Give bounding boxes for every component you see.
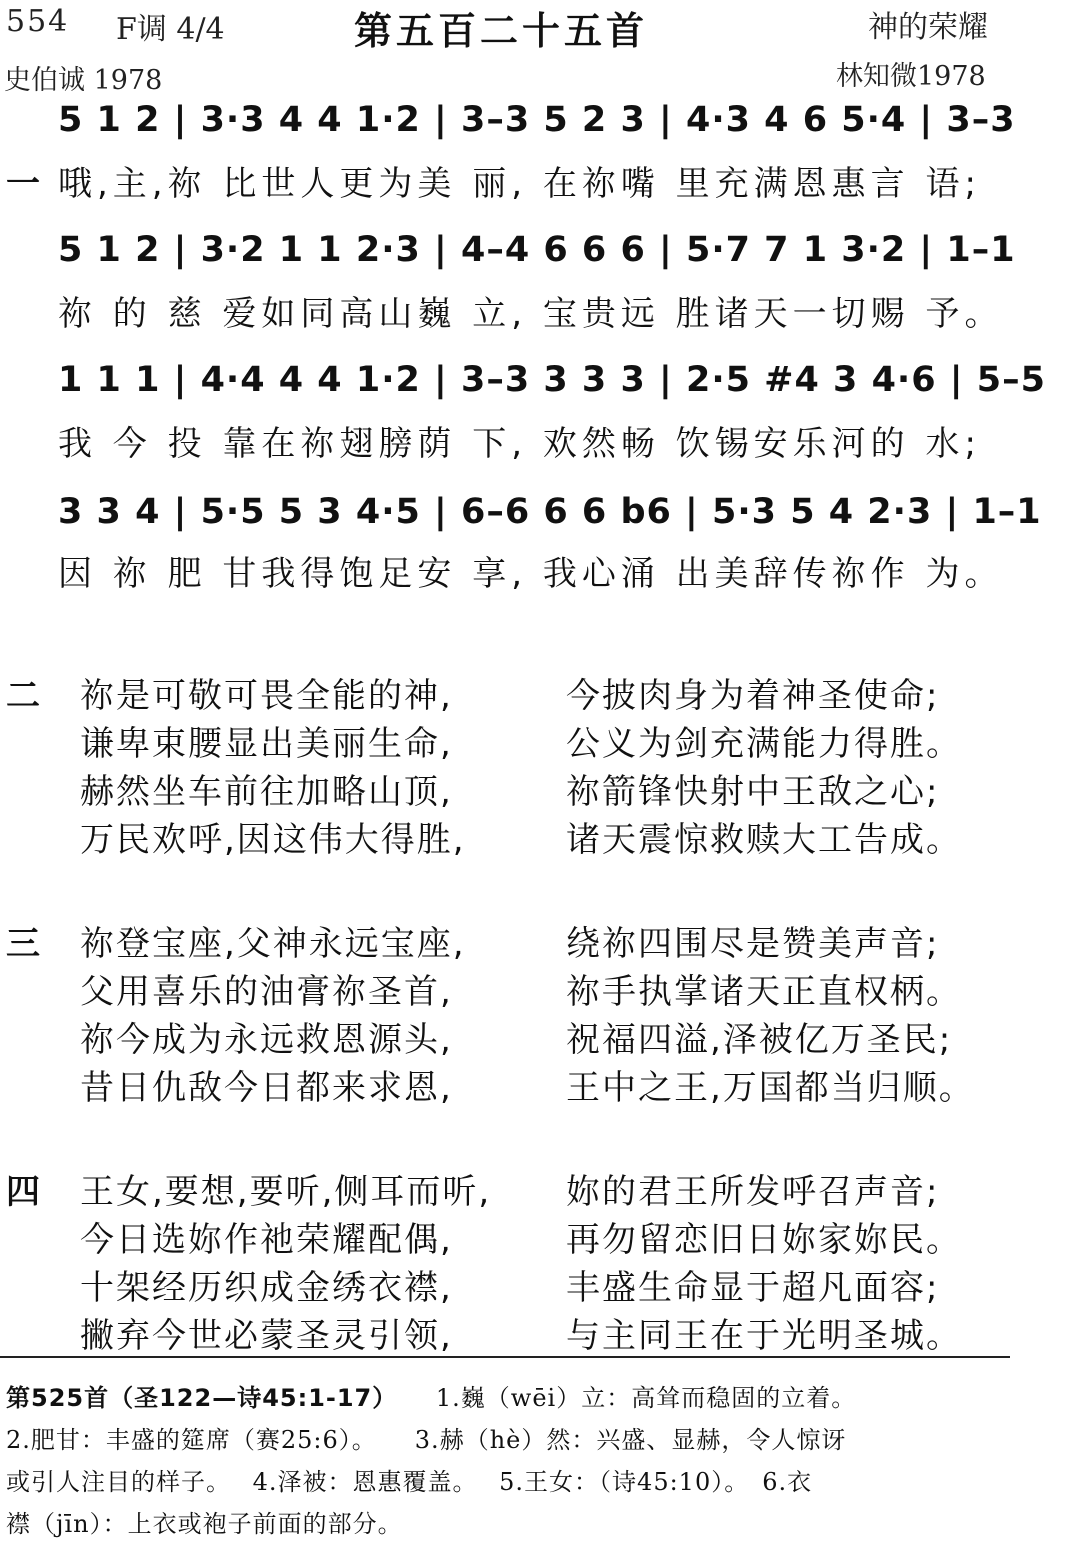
stanza-line: 赫然坐车前往加略山顶, [80, 772, 453, 812]
stanza-line: 祝福四溢,泽被亿万圣民; [566, 1020, 953, 1060]
numbered-notes: 1 1 1 | 4·4 4 4 1·2 | 3–3 3 3 3 | 2·5 #4 3 4·6 | 5–5 [58, 360, 1046, 400]
page-title: 第五百二十五首 [354, 9, 649, 53]
footnote-line-2: 2.肥甘：丰盛的筵席（赛25:6）。 3.赫（hè）然：兴盛、显赫，令人惊讶 [6, 1426, 847, 1454]
stanza-line: 与主同王在于光明圣城。 [566, 1316, 962, 1356]
stanza-number: 三 [6, 924, 40, 964]
stanza-line: 祢今成为永远救恩源头, [80, 1020, 453, 1060]
stanza-line: 撇弃今世必蒙圣灵引领, [80, 1316, 453, 1356]
stanza-line: 今日选妳作祂荣耀配偶, [80, 1220, 453, 1260]
lyric-line: 因 祢 肥 甘我得饱足安 享, 我心涌 出美辞传祢作 为。 [58, 554, 1004, 594]
verse-number: 一 [6, 164, 40, 204]
stanza-line: 祢登宝座,父神永远宝座, [80, 924, 466, 964]
footnote-text: 1.巍（wēi）立：高耸而稳固的立着。 [435, 1384, 857, 1412]
numbered-notes: 5 1 2 | 3·2 1 1 2·3 | 4–4 6 6 6 | 5·7 7 1 3·2 | 1–1 [58, 230, 1016, 270]
stanza-line: 祢是可敬可畏全能的神, [80, 676, 453, 716]
numbered-notes: 5 1 2 | 3·3 4 4 1·2 | 3–3 5 2 3 | 4·3 4 6 5·4 | 3–3 [58, 100, 1016, 140]
stanza-line: 再勿留恋旧日妳家妳民。 [566, 1220, 962, 1260]
key-signature: F调 4/4 [116, 12, 225, 47]
stanza-line: 王中之王,万国都当归顺。 [566, 1068, 975, 1108]
lyric-line: 我 今 投 靠在祢翅膀荫 下, 欢然畅 饮锡安乐河的 水; [58, 424, 981, 464]
stanza-line: 诸天震惊救赎大工告成。 [566, 820, 962, 860]
numbered-notes: 3 3 4 | 5·5 5 3 4·5 | 6–6 6 6 b6 | 5·3 5 4 2·3 | 1–1 [58, 492, 1042, 532]
stanza-line: 昔日仇敌今日都来求恩, [80, 1068, 453, 1108]
footnote-divider [0, 1356, 1010, 1358]
stanza-line: 祢箭锋快射中王敌之心; [566, 772, 940, 812]
stanza-line: 丰盛生命显于超凡面容; [566, 1268, 940, 1308]
stanza-line: 妳的君王所发呼召声音; [566, 1172, 940, 1212]
footnote-line-1 [6, 1378, 856, 1413]
stanza-line: 祢手执掌诸天正直权柄。 [566, 972, 962, 1012]
stanza-line: 绕祢四围尽是赞美声音; [566, 924, 940, 964]
lyric-line: 哦,主,祢 比世人更为美 丽, 在祢嘴 里充满恩惠言 语; [58, 164, 981, 204]
stanza-line: 十架经历织成金绣衣襟, [80, 1268, 453, 1308]
stanza-line: 今披肉身为着神圣使命; [566, 676, 940, 716]
lyricist: 史伯诚 1978 [4, 65, 163, 96]
stanza-number: 四 [6, 1172, 40, 1212]
stanza-line: 谦卑束腰显出美丽生命, [80, 724, 453, 764]
stanza-number: 二 [6, 676, 40, 716]
scripture-reference: 第525首（圣122—诗45:1-17） [6, 1384, 398, 1412]
hymn-topic: 神的荣耀 [868, 10, 988, 45]
hymn-number: 554 [6, 4, 70, 39]
stanza-line: 父用喜乐的油膏祢圣首, [80, 972, 453, 1012]
stanza-line: 万民欢呼,因这伟大得胜, [80, 820, 466, 860]
composer: 林知微1978 [836, 61, 986, 92]
stanza-line: 公义为剑充满能力得胜。 [566, 724, 962, 764]
footnote-line-4: 襟（jīn）：上衣或袍子前面的部分。 [6, 1510, 403, 1538]
footnote-line-3: 或引人注目的样子。 4.泽被：恩惠覆盖。 5.王女：（诗45:10）。 6.衣 [6, 1468, 813, 1496]
lyric-line: 祢 的 慈 爱如同高山巍 立, 宝贵远 胜诸天一切赐 予。 [58, 294, 1004, 334]
stanza-line: 王女,要想,要听,侧耳而听, [80, 1172, 492, 1212]
